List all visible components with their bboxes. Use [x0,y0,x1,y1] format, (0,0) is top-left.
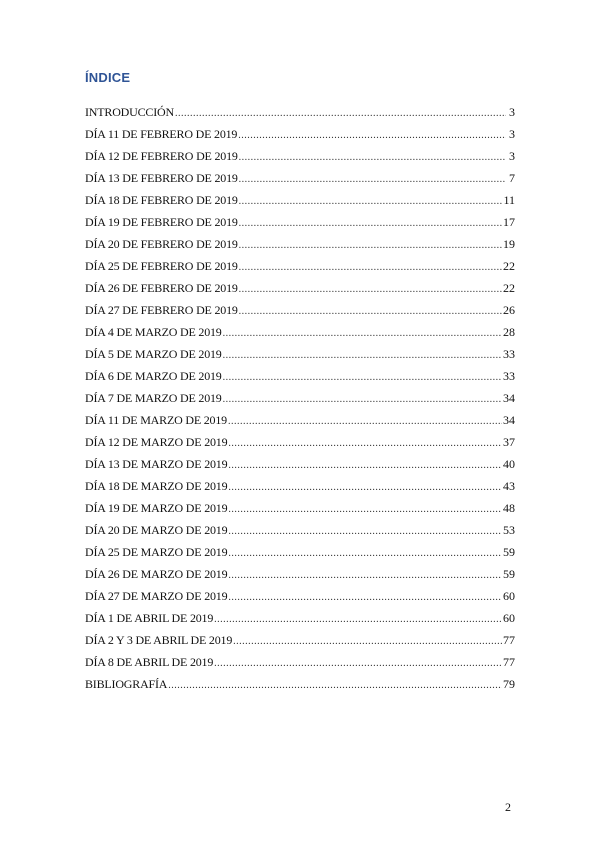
toc-entry[interactable] [85,453,515,475]
toc-leader-dots [214,609,502,631]
toc-entry[interactable] [85,145,515,167]
toc-entry-label: INTRODUCCIÓN [85,105,174,119]
toc-entry-page: 3 [509,105,515,119]
toc-entry-page: 3 [509,127,515,141]
toc-entry[interactable] [85,673,515,695]
toc-entry-label: DÍA 8 DE ABRIL DE 2019 [85,655,214,669]
toc-entry-label: DÍA 13 DE MARZO DE 2019 [85,457,228,471]
toc-leader-dots [239,169,506,191]
toc-entry-page: 22 [503,281,515,295]
toc-entry-label: DÍA 27 DE MARZO DE 2019 [85,589,228,603]
toc-entry-label: DÍA 12 DE FEBRERO DE 2019 [85,149,238,163]
toc-leader-dots [239,147,506,169]
toc-entry-page: 33 [503,369,515,383]
toc-entry-page: 53 [503,523,515,537]
toc-entry-label: DÍA 13 DE FEBRERO DE 2019 [85,171,238,185]
toc-leader-dots [168,675,502,697]
toc-entry[interactable] [85,431,515,453]
toc-entry[interactable] [85,519,515,541]
toc-entry-label: DÍA 11 DE FEBRERO DE 2019 [85,127,238,141]
toc-leader-dots [228,521,502,543]
toc-entry-label: DÍA 11 DE MARZO DE 2019 [85,413,227,427]
toc-leader-dots [239,191,503,213]
toc-leader-dots [228,411,502,433]
toc-entry-label: DÍA 12 DE MARZO DE 2019 [85,435,228,449]
toc-list [85,101,515,695]
toc-entry-page: 17 [503,215,515,229]
toc-title: ÍNDICE [85,70,131,85]
page-number: 2 [505,800,511,814]
toc-entry[interactable] [85,409,515,431]
toc-entry[interactable] [85,585,515,607]
toc-entry-page: 59 [503,567,515,581]
toc-entry-label: DÍA 7 DE MARZO DE 2019 [85,391,222,405]
toc-leader-dots [239,235,502,257]
toc-entry-label: DÍA 25 DE MARZO DE 2019 [85,545,228,559]
toc-leader-dots [228,587,502,609]
toc-entry[interactable] [85,277,515,299]
toc-entry-label: DÍA 6 DE MARZO DE 2019 [85,369,222,383]
toc-entry-page: 22 [503,259,515,273]
toc-entry[interactable] [85,101,515,123]
toc-entry-page: 77 [503,633,515,647]
toc-entry-page: 77 [503,655,515,669]
toc-entry[interactable] [85,233,515,255]
toc-entry-label: DÍA 2 Y 3 DE ABRIL DE 2019 [85,633,233,647]
toc-leader-dots [239,301,502,323]
toc-entry-label: BIBLIOGRAFÍA [85,677,168,691]
toc-leader-dots [233,631,502,653]
toc-leader-dots [223,323,502,345]
toc-entry-page: 3 [509,149,515,163]
toc-entry-label: DÍA 1 DE ABRIL DE 2019 [85,611,214,625]
toc-leader-dots [223,367,502,389]
toc-entry-page: 79 [503,677,515,691]
toc-entry-label: DÍA 4 DE MARZO DE 2019 [85,325,222,339]
toc-leader-dots [239,213,502,235]
toc-entry[interactable] [85,475,515,497]
toc-leader-dots [214,653,502,675]
toc-entry-page: 33 [503,347,515,361]
toc-entry[interactable] [85,321,515,343]
toc-entry[interactable] [85,387,515,409]
toc-entry-page: 26 [503,303,515,317]
toc-leader-dots [175,103,506,125]
toc-leader-dots [228,543,502,565]
toc-entry-label: DÍA 19 DE FEBRERO DE 2019 [85,215,238,229]
toc-entry-label: DÍA 25 DE FEBRERO DE 2019 [85,259,238,273]
toc-entry[interactable] [85,651,515,673]
toc-entry-page: 48 [503,501,515,515]
toc-entry-page: 34 [503,391,515,405]
toc-entry-page: 40 [503,457,515,471]
toc-leader-dots [223,345,502,367]
toc-entry-label: DÍA 20 DE FEBRERO DE 2019 [85,237,238,251]
toc-leader-dots [228,565,502,587]
toc-leader-dots [228,433,502,455]
toc-entry-page: 7 [509,171,515,185]
toc-entry[interactable] [85,629,515,651]
toc-entry-page: 19 [503,237,515,251]
toc-entry-page: 59 [503,545,515,559]
toc-entry-page: 60 [503,611,515,625]
toc-entry[interactable] [85,541,515,563]
toc-entry-label: DÍA 19 DE MARZO DE 2019 [85,501,228,515]
toc-entry[interactable] [85,189,515,211]
toc-leader-dots [223,389,502,411]
toc-leader-dots [238,125,506,147]
toc-entry-page: 43 [503,479,515,493]
toc-entry-page: 34 [503,413,515,427]
toc-entry[interactable] [85,607,515,629]
toc-entry-label: DÍA 26 DE FEBRERO DE 2019 [85,281,238,295]
toc-entry-label: DÍA 27 DE FEBRERO DE 2019 [85,303,238,317]
toc-entry-label: DÍA 26 DE MARZO DE 2019 [85,567,228,581]
toc-leader-dots [228,455,502,477]
toc-entry[interactable] [85,255,515,277]
toc-entry[interactable] [85,123,515,145]
toc-entry[interactable] [85,299,515,321]
toc-entry-page: 60 [503,589,515,603]
toc-entry[interactable] [85,211,515,233]
toc-entry[interactable] [85,365,515,387]
toc-entry-page: 11 [503,193,515,207]
toc-entry[interactable] [85,497,515,519]
toc-entry-page: 37 [503,435,515,449]
toc-leader-dots [239,279,502,301]
toc-leader-dots [228,499,502,521]
toc-entry-label: DÍA 5 DE MARZO DE 2019 [85,347,222,361]
toc-entry-label: DÍA 18 DE MARZO DE 2019 [85,479,228,493]
toc-entry[interactable] [85,343,515,365]
toc-leader-dots [228,477,502,499]
toc-leader-dots [239,257,502,279]
toc-entry-label: DÍA 18 DE FEBRERO DE 2019 [85,193,238,207]
toc-entry[interactable] [85,167,515,189]
toc-entry[interactable] [85,563,515,585]
toc-entry-label: DÍA 20 DE MARZO DE 2019 [85,523,228,537]
toc-entry-page: 28 [503,325,515,339]
